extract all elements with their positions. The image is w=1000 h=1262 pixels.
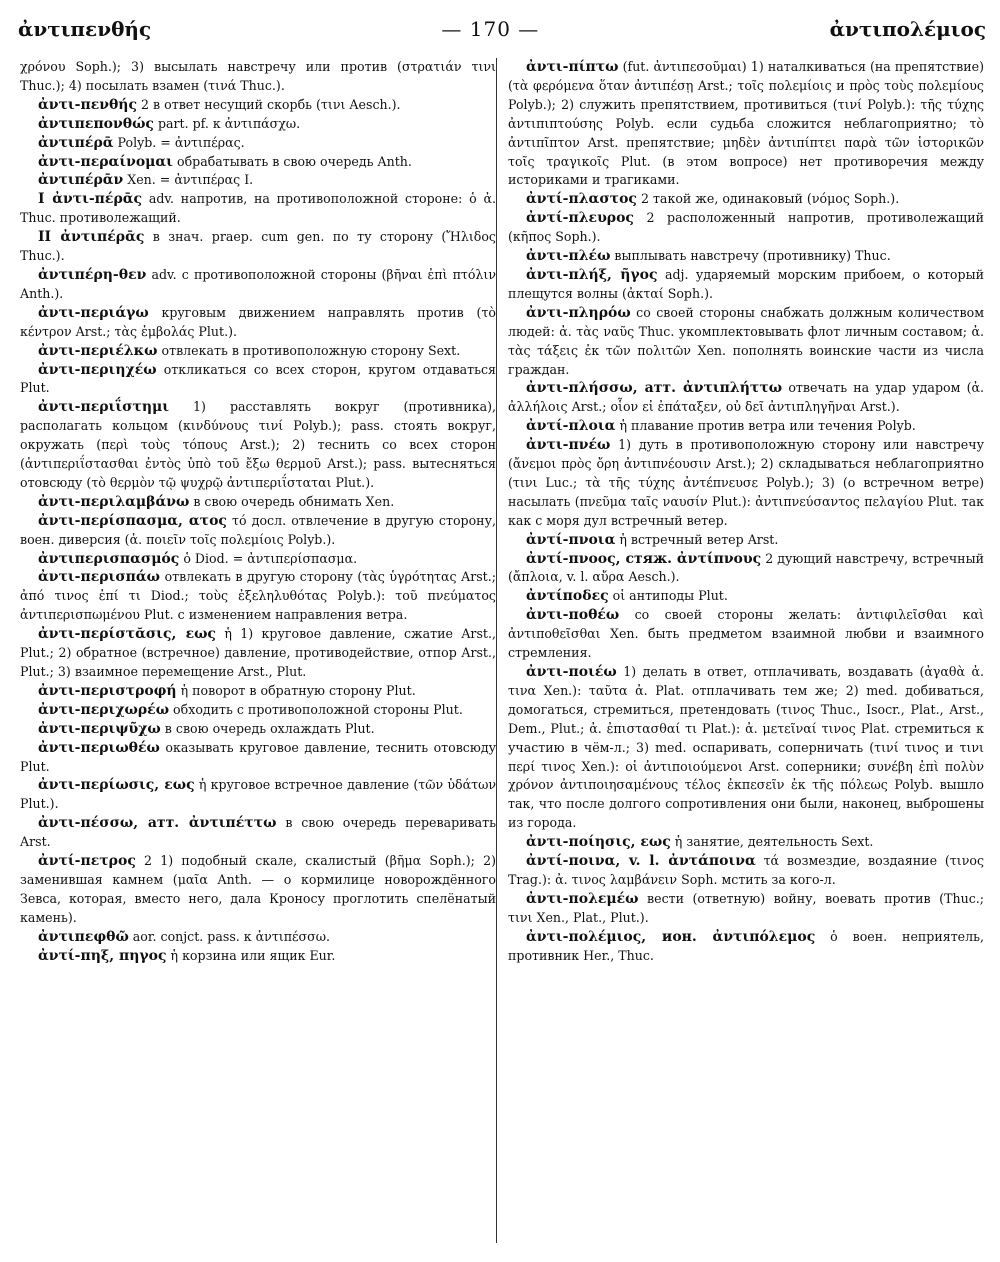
- dictionary-entry: [508, 663, 984, 833]
- entry-headword: ἀντι-πολέμιος, ион. ἀντιπόλεμος: [526, 928, 816, 945]
- dictionary-entry: [20, 304, 496, 342]
- entry-definition: Polyb. = ἀντιπέρας.: [117, 134, 245, 150]
- dictionary-entry: [20, 568, 496, 625]
- entry-definition: ἡ занятие, деятельность Sext.: [674, 834, 874, 850]
- entry-definition: ἡ корзина или ящик Eur.: [170, 947, 336, 963]
- entry-definition: adv. напротив, на противоположной стороне: ὁ ἀ. Thuc. противолежащий.: [20, 191, 496, 226]
- entry-headword: ἀντιπεπονθώς: [38, 115, 154, 132]
- entry-headword: ἀντί-πνοος, стяж. ἀντίπνους: [526, 550, 762, 567]
- dictionary-entry: [508, 833, 984, 852]
- dictionary-entry: [508, 550, 984, 588]
- dictionary-entry: [20, 720, 496, 739]
- entry-definition: отвлекать в другую сторону (τὰς ὑγρότητας Arst.; ἀπό τινος ἐπί τι Diod.; τοὺς ἐξεληλυθότας Polyb.): τοῦ πνεύματος ἀντιπερισπωμένου Plut. с изменением направления ветра.: [20, 569, 496, 623]
- entry-headword: ἀντιπεφθῶ: [38, 928, 129, 945]
- dictionary-entry: [508, 304, 984, 380]
- right-column: [508, 58, 984, 966]
- dictionary-entry: [20, 171, 496, 190]
- entry-headword: II ἀντιπέρᾱς: [38, 229, 145, 246]
- dictionary-entry: [508, 379, 984, 417]
- column-divider: [496, 58, 497, 1243]
- entry-headword: I ἀντι-πέρᾱς: [38, 191, 143, 208]
- dictionary-entry: [20, 361, 496, 399]
- entry-headword: ἀντι-ποθέω: [526, 607, 620, 624]
- entry-definition: со своей стороны желать: ἀντιφιλεῖσθαι καὶ ἀντιποθεῖσθαι Xen. быть предметом взаимной любви и взаимного стремления.: [508, 607, 984, 661]
- entry-headword: ἀντι-πενθής: [38, 96, 138, 113]
- entry-headword: ἀντι-πλήξ, ῆγος: [526, 266, 658, 283]
- dictionary-entry: [20, 342, 496, 361]
- entry-definition: ἡ плавание против ветра или течения Polyb.: [619, 418, 916, 434]
- entry-definition: 1) дуть в противоположную сторону или навстречу (ἄνεμοι πρὸς ὄρη ἀντιπνέουσιν Arst.); 2) складываться неблагоприятно (τινι Luc.; τὰ τῆς τύχης ἀντέπνευσε Polyb.); 3) (о встречном ветре) насылать (πνεῦμα ταῖς ναυσίν Plut.): ἀντιπνεύσαντος πελαγίου Plut. так как с моря дул встречный ветер.: [508, 437, 984, 528]
- dictionary-entry: [20, 701, 496, 720]
- dictionary-entry: [20, 512, 496, 550]
- dictionary-entry: [20, 739, 496, 777]
- dictionary-entry: [20, 947, 496, 966]
- dictionary-entry: [508, 928, 984, 966]
- entry-definition: обходить с противоположной стороны Plut.: [173, 701, 463, 717]
- entry-headword: ἀντι-πληρόω: [526, 304, 631, 321]
- dictionary-entry: [20, 852, 496, 928]
- entry-headword: ἀντι-περιχωρέω: [38, 701, 170, 718]
- entry-definition: ἡ поворот в обратную сторону Plut.: [180, 682, 416, 698]
- entry-definition: (fut. ἀντιπεσοῦμαι) 1) наталкиваться (на препятствие) (τὰ φερόμενα ὅταν ἀντιπέσῃ Arst.; τοῖς πολεμίοις и πρὸς τοὺς πολεμίους Polyb.); 2) служить препятствием, противиться (τινί Polyb.): τῆς τύχης ἀντιπιπτούσης Polyb. если судьба сложится неблагоприятно; τὸ ἀντιπῖπτον Arst. препятствие; μηδὲν ἀντιπίπτει παρὰ τῶν ἱστορικῶν τοῖς τραγικοῖς Plut. (в этом вопросе) нет противоречия между историками и трагиками.: [508, 59, 984, 188]
- entry-definition: 2 в ответ несущий скорбь (τινι Aesch.).: [141, 96, 401, 112]
- entry-headword: ἀντι-ποίησις, εως: [526, 834, 671, 851]
- entry-headword: ἀντί-ποινα, v. l. ἀντάποινα: [526, 853, 756, 870]
- entry-definition: ὁ Diod. = ἀντιπερίσπασμα.: [183, 550, 358, 566]
- entry-headword: ἀντιπέρᾱν: [38, 172, 124, 189]
- dictionary-entry: [20, 814, 496, 852]
- entry-headword: ἀντι-περίσπασμα, ατος: [38, 512, 227, 529]
- entry-definition: в свою очередь охлаждать Plut.: [164, 720, 375, 736]
- entry-headword: ἀντί-πλοια: [526, 418, 616, 435]
- dictionary-entry: [20, 928, 496, 947]
- right-guide-word: ἀντιπολέμιος: [829, 17, 986, 41]
- entry-definition: 1) делать в ответ, отплачивать, воздавать (ἀγαθὰ ἀ. τινα Xen.): ταῦτα ἀ. Plat. отплачивать тем же; 2) med. добиваться, домогаться, стремиться, претендовать (τινος Thuc., Isocr., Plat., Arst., Dem., Plut.; ἀ. ἐπιστασθαί τι Plat.): ἀ. μετεῖναί τινος Plat. стремиться к участию в чём-л.; 3) med. оспаривать, соперничать (τινί τινος и τινι περί τινος Xen.): οἱ ἀντιποιούμενοι Arst. соперники; συνέβη ἐπὶ πολὺν χρόνον ἀντιποιησαμένους τέλος ἐκπεσεῖν ἐκ τῆς πόλεως Polyb. вышло так, что после долгого сопротивления они были, наконец, выброшены из города.: [508, 664, 984, 831]
- entry-definition: τό досл. отвлечение в другую сторону, воен. диверсия (ἀ. ποιεῖν τοῖς πολεμίοις Polyb.).: [20, 512, 496, 547]
- entry-definition: отвлекать в противоположную сторону Sext.: [161, 342, 461, 358]
- dictionary-entry: [20, 115, 496, 134]
- entry-definition: part. pf. к ἀντιπάσχω.: [157, 115, 301, 131]
- entry-headword: ἀντίποδες: [526, 588, 609, 605]
- dictionary-entry: [20, 134, 496, 153]
- dictionary-entry: [20, 228, 496, 266]
- dictionary-entry: [508, 247, 984, 266]
- dictionary-entry: [508, 190, 984, 209]
- entry-definition: со своей стороны снабжать должным количеством людей: ἀ. τὰς ναῦς Thuc. укомплектовывать флот личным составом; ἀ. τὰς τάξεις ἐκ τῶν πολιτῶν Xen. пополнять воинские части из числа граждан.: [508, 304, 984, 377]
- entry-headword: ἀντί-πετρος: [38, 853, 136, 870]
- dictionary-entry: [20, 682, 496, 701]
- entry-headword: ἀντι-περιέλκω: [38, 342, 158, 359]
- entry-headword: ἀντι-πολεμέω: [526, 890, 639, 907]
- entry-headword: ἀντι-πνέω: [526, 437, 611, 454]
- entry-definition: оказывать круговое давление, теснить отовсюду Plut.: [20, 739, 496, 774]
- dictionary-entry: [20, 776, 496, 814]
- entry-headword: ἀντι-περισπάω: [38, 569, 161, 586]
- left-guide-word: ἀντιπενθής: [18, 17, 152, 41]
- dictionary-entry: [20, 550, 496, 569]
- entry-definition: aor. conjct. pass. к ἀντιπέσσω.: [132, 928, 331, 944]
- dictionary-entry: [508, 436, 984, 531]
- dictionary-entry: [508, 209, 984, 247]
- entry-headword: ἀντι-περιωθέω: [38, 739, 160, 756]
- entry-definition: отвечать на удар ударом (ἀ. ἀλλήλοις Arst.; οἷον εἰ ἐπάταξεν, οὐ δεῖ ἀντιπληγῆναι Arst.).: [508, 380, 984, 415]
- entry-headword: ἀντι-πέσσω, атт. ἀντιπέττω: [38, 815, 277, 832]
- dictionary-entry: [20, 398, 496, 493]
- entry-definition: в знач. praep. cum gen. по ту сторону (Ἤλιδος Thuc.).: [20, 229, 496, 264]
- entry-headword: ἀντιπερισπασμός: [38, 550, 180, 567]
- entry-definition: в свою очередь обнимать Xen.: [193, 493, 395, 509]
- left-column: [20, 58, 496, 966]
- entry-headword: ἀντι-πλήσσω, атт. ἀντιπλήττω: [526, 380, 783, 397]
- dictionary-entry: [20, 493, 496, 512]
- entry-definition: 2 1) подобный скале, скалистый (βῆμα Soph.); 2) заменившая камнем (μαῖα Anth. — о кормилице новорождённого Зевса, которая, вместо него, дала Кроносу проглотить спелёнатый камень).: [20, 853, 496, 925]
- dictionary-entry: [20, 190, 496, 228]
- entry-headword: ἀντι-περαίνομαι: [38, 153, 173, 170]
- entry-definition: 2 дующий навстречу, встречный (ἄπλοια, v. l. αὔρα Aesch.).: [508, 550, 984, 585]
- entry-headword: ἀντί-πλευρος: [526, 210, 634, 227]
- entry-headword: ἀντί-πλαστος: [526, 191, 637, 208]
- entry-headword: ἀντι-περίστᾰσις, εως: [38, 626, 216, 643]
- entry-headword: ἀντι-ποιέω: [526, 664, 617, 680]
- entry-headword: ἀντι-περιψῦχω: [38, 720, 161, 737]
- entry-definition: χρόνου Soph.); 3) высылать навстречу или против (στρατιάν τινι Thuc.); 4) посылать взамен (τινά Thuc.).: [20, 59, 496, 93]
- dictionary-entry: [508, 531, 984, 550]
- dictionary-entry: [20, 96, 496, 115]
- page-header: [18, 14, 986, 44]
- entry-definition: 2 такой же, одинаковый (νόμος Soph.).: [640, 191, 900, 207]
- dictionary-entry: [508, 417, 984, 436]
- entry-headword: ἀντι-περιάγω: [38, 304, 149, 321]
- entry-definition: вести (ответную) войну, воевать против (Thuc.; τινι Xen., Plat., Plut.).: [508, 890, 984, 925]
- dictionary-entry: [508, 852, 984, 890]
- entry-definition: ὁ воен. неприятель, противник Her., Thuc.: [508, 928, 984, 963]
- entry-headword: ἀντι-πλέω: [526, 248, 611, 265]
- dictionary-entry: [508, 890, 984, 928]
- entry-definition: выплывать навстречу (противнику) Thuc.: [614, 248, 891, 264]
- entry-definition: ἡ круговое встречное давление (τῶν ὑδάτων Plut.).: [20, 777, 496, 812]
- entry-definition: ἡ 1) круговое давление, сжатие Arst., Plut.; 2) обратное (встречное) давление, противодействие, отпор Arst., Plut.; 3) взаимное перемещение Arst., Plut.: [20, 626, 496, 679]
- entry-headword: ἀντί-πνοια: [526, 531, 616, 548]
- entry-definition: круговым движением направлять против (τὸ κέντρον Arst.; τὰς ἐμβολάς Plut.).: [20, 304, 496, 339]
- dictionary-entry: [508, 58, 984, 190]
- entry-definition: 1) расставлять вокруг (противника), располагать кольцом (κινδύνους τινί Polyb.); pass. стоять вокруг, окружать (περὶ τοὺς τόπους Arst.); 2) теснить со всех сторон (ἀντιπεριΐστασθαι ἐντὸς ὑπὸ τοῦ ἔξω θερμοῦ Arst.); pass. вытесняться отовсюду (τὸ θερμὸν τῷ ψυχρῷ ἀντιπεριΐσταται Plut.).: [20, 399, 496, 490]
- dictionary-entry: [20, 266, 496, 304]
- dictionary-entry: [508, 606, 984, 663]
- entry-headword: ἀντι-πίπτω: [526, 59, 619, 75]
- dictionary-entry: [508, 587, 984, 606]
- dictionary-entry: [20, 153, 496, 172]
- entry-definition: откликаться со всех сторон, кругом отдаваться Plut.: [20, 361, 496, 396]
- entry-headword: ἀντι-περιΐστημι: [38, 399, 170, 416]
- dictionary-entry: [508, 266, 984, 304]
- dictionary-entry: [20, 58, 496, 96]
- entry-headword: ἀντί-πηξ, πηγος: [38, 947, 167, 964]
- entry-headword: ἀντιπέρη-θεν: [38, 266, 147, 283]
- entry-definition: обрабатывать в свою очередь Anth.: [176, 153, 412, 169]
- entry-definition: adv. с противоположной стороны (βῆναι ἐπὶ πτόλιν Anth.).: [20, 266, 496, 301]
- entry-headword: ἀντι-περιστροφή: [38, 682, 177, 699]
- dictionary-entry: [20, 625, 496, 682]
- entry-definition: 2 расположенный напротив, противолежащий (κῆπος Soph.).: [508, 210, 984, 245]
- entry-headword: ἀντι-περιηχέω: [38, 361, 157, 378]
- page-number: — 170 —: [441, 17, 540, 41]
- entry-definition: в свою очередь переваривать Arst.: [20, 815, 496, 850]
- entry-headword: ἀντιπέρᾱ: [38, 134, 114, 151]
- entry-definition: ἡ встречный ветер Arst.: [619, 531, 779, 547]
- entry-definition: Xen. = ἀντιπέρας I.: [127, 172, 254, 188]
- entry-headword: ἀντι-περίωσις, εως: [38, 777, 195, 794]
- entry-headword: ἀντι-περιλαμβάνω: [38, 493, 190, 510]
- entry-definition: τά возмездие, воздаяние (τινος Trag.): ἀ. τινος λαμβάνειν Soph. мстить за кого-л.: [508, 853, 985, 887]
- entry-definition: οἱ антиподы Plut.: [612, 588, 728, 604]
- entry-definition: adj. ударяемый морским прибоем, о который плещутся волны (ἀκταί Soph.).: [508, 266, 984, 301]
